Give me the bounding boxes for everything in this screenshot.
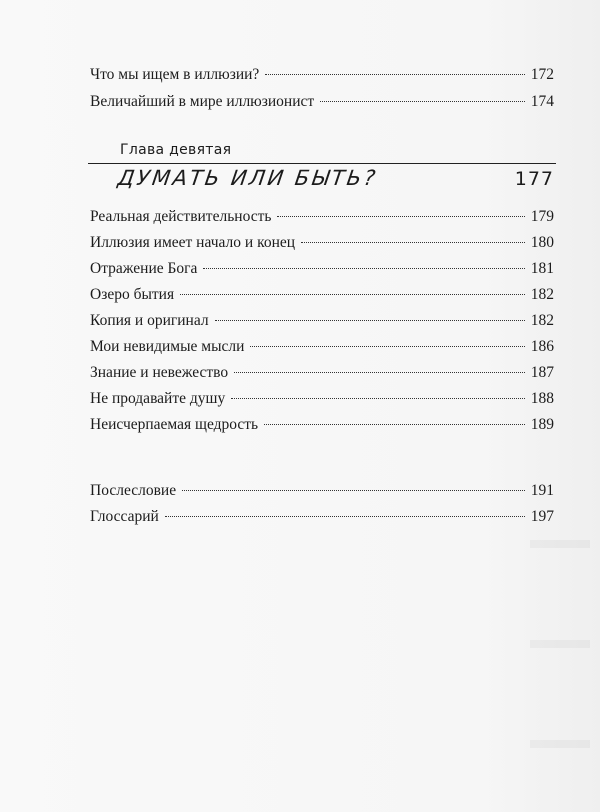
toc-entry-title: Озеро бытия bbox=[90, 286, 175, 303]
toc-entry-page: 187 bbox=[530, 364, 554, 381]
chapter-page: 177 bbox=[514, 168, 554, 190]
toc-entry bbox=[90, 508, 554, 526]
toc-entry bbox=[90, 338, 554, 356]
dot-leader bbox=[203, 268, 524, 269]
dot-leader bbox=[320, 101, 525, 102]
dot-leader bbox=[180, 294, 525, 295]
toc-entry-title: Не продавайте душу bbox=[90, 390, 226, 407]
toc-entry-page: 182 bbox=[530, 312, 554, 329]
show-through-mark bbox=[530, 740, 590, 748]
toc-entry-title: Что мы ищем в иллюзии? bbox=[90, 66, 260, 83]
toc-entry-page: 180 bbox=[530, 234, 554, 251]
toc-entry bbox=[90, 312, 554, 330]
toc-entry-title: Иллюзия имеет начало и конец bbox=[90, 234, 296, 251]
toc-entry-title: Мои невидимые мысли bbox=[90, 338, 245, 355]
toc-entry-page: 188 bbox=[530, 390, 554, 407]
chapter-title: ДУМАТЬ ИЛИ БЫТЬ? bbox=[116, 166, 380, 190]
toc-entry-page: 182 bbox=[530, 286, 554, 303]
toc-entry-page: 189 bbox=[530, 416, 554, 433]
toc-entry bbox=[90, 93, 554, 111]
toc-entry-title: Глоссарий bbox=[90, 508, 159, 525]
dot-leader bbox=[182, 490, 525, 491]
toc-entry-page: 179 bbox=[530, 208, 554, 225]
toc-entry-title: Неисчерпаемая щедрость bbox=[90, 416, 259, 433]
dot-leader bbox=[277, 216, 524, 217]
toc-entry bbox=[90, 364, 554, 382]
dot-leader bbox=[250, 346, 524, 347]
dot-leader bbox=[165, 516, 525, 517]
dot-leader bbox=[301, 242, 525, 243]
toc-entry-page: 181 bbox=[530, 260, 554, 277]
show-through-mark bbox=[530, 640, 590, 648]
chapter-label: Глава девятая bbox=[120, 142, 232, 158]
toc-entry-page: 191 bbox=[530, 482, 554, 499]
dot-leader bbox=[265, 74, 524, 75]
toc-entry-page: 186 bbox=[530, 338, 554, 355]
toc-entry bbox=[90, 66, 554, 84]
toc-entry bbox=[90, 390, 554, 408]
toc-entry bbox=[90, 286, 554, 304]
toc-entry bbox=[90, 234, 554, 252]
toc-entry bbox=[90, 208, 554, 226]
toc-entry-page: 174 bbox=[530, 93, 554, 110]
dot-leader bbox=[231, 398, 525, 399]
dot-leader bbox=[234, 372, 525, 373]
chapter-divider bbox=[88, 163, 556, 164]
toc-entry bbox=[90, 482, 554, 500]
toc-entry bbox=[90, 416, 554, 434]
toc-entry-page: 197 bbox=[530, 508, 554, 525]
dot-leader bbox=[264, 424, 525, 425]
dot-leader bbox=[215, 320, 525, 321]
toc-entry-title: Послесловие bbox=[90, 482, 177, 499]
toc-entry bbox=[90, 260, 554, 278]
show-through-mark bbox=[530, 540, 590, 548]
toc-entry-title: Реальная действительность bbox=[90, 208, 272, 225]
toc-entry-title: Величайший в мире иллюзионист bbox=[90, 93, 315, 110]
toc-entry-page: 172 bbox=[530, 66, 554, 83]
toc-entry-title: Знание и невежество bbox=[90, 364, 229, 381]
toc-entry-title: Отражение Бога bbox=[90, 260, 198, 277]
toc-entry-title: Копия и оригинал bbox=[90, 312, 209, 329]
